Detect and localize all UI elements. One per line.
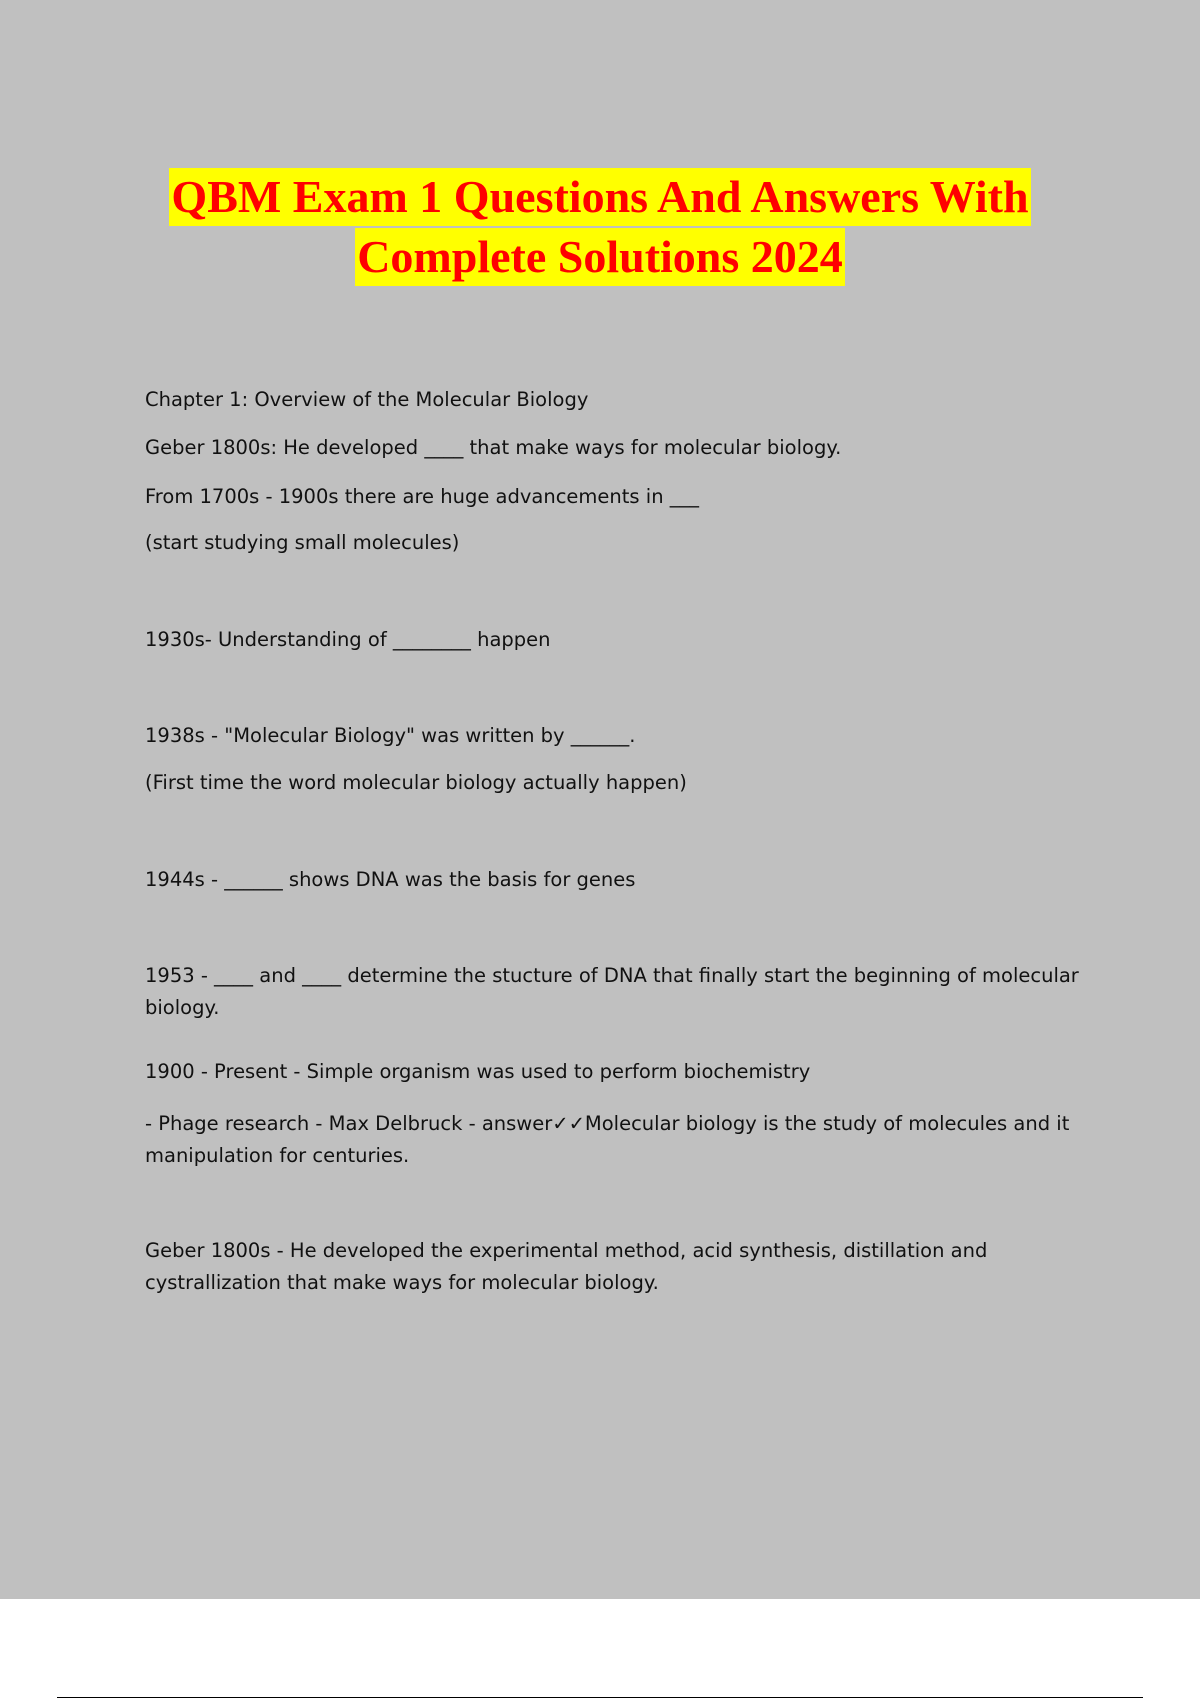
body-paragraph: Geber 1800s - He developed the experimental method, acid synthesis, distillation and cystrallization that make ways for molecular biology. — [145, 1239, 988, 1294]
body-line: From 1700s - 1900s there are huge advancements in ___ — [145, 485, 699, 508]
body-line: 1944s - ______ shows DNA was the basis for genes — [145, 868, 636, 891]
body-line: (First time the word molecular biology actually happen) — [145, 771, 687, 794]
title-line-1: QBM Exam 1 Questions And Answers With — [169, 168, 1030, 226]
chapter-heading: Chapter 1: Overview of the Molecular Biology — [145, 388, 589, 411]
body-line: 1930s- Understanding of ________ happen — [145, 628, 551, 651]
body-line: Geber 1800s: He developed ____ that make ways for molecular biology. — [145, 436, 842, 459]
title-line-2: Complete Solutions 2024 — [355, 228, 845, 286]
footer-divider — [57, 1697, 1143, 1698]
document-title — [0, 168, 1200, 288]
body-line: 1938s - "Molecular Biology" was written by ______. — [145, 724, 636, 747]
body-paragraph: - Phage research - Max Delbruck - answer✓✓Molecular biology is the study of molecules and it manipulation for centuries. — [145, 1112, 1070, 1167]
body-line: (start studying small molecules) — [145, 531, 460, 554]
body-line: 1900 - Present - Simple organism was used to perform biochemistry — [145, 1060, 811, 1083]
body-paragraph: 1953 - ____ and ____ determine the stucture of DNA that finally start the beginning of molecular biology. — [145, 964, 1079, 1019]
